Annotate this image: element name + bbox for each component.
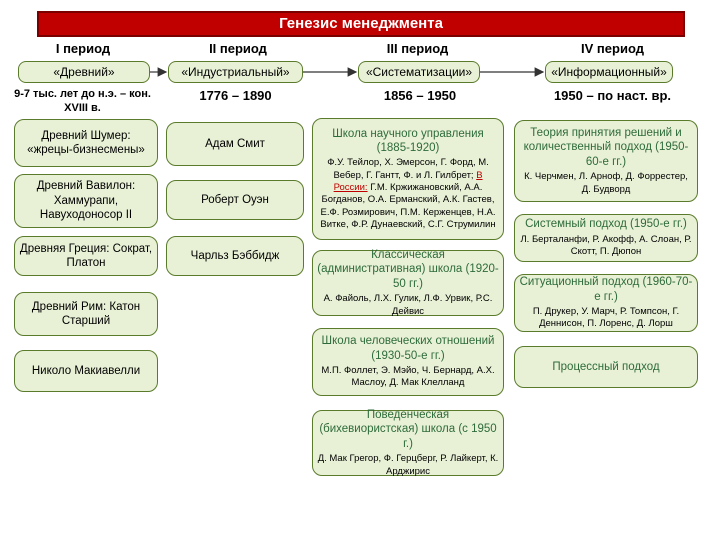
diagram-title: Генезис менеджмента [37, 11, 685, 37]
box-names: Д. Мак Грегор, Ф. Герцберг, Р. Лайкерт, К. Арджирис [317, 453, 499, 477]
box-title: Системный подход (1950-е гг.) [525, 218, 687, 231]
box-title: Школа человеческих отношений (1930-50-е гг.) [321, 335, 495, 362]
box-names: М.П. Фоллет, Э. Мэйо, Ч. Бернард, А.Х. Маслоу, Д. Мак Клелланд [321, 365, 495, 389]
box-title: Ситуационный подход (1960-70-е гг.) [519, 276, 693, 303]
box-names: П. Друкер, У. Марч, Р. Томпсон, Г. Деннисон, П. Лоренс, Д. Лорш [532, 306, 680, 330]
period-3-name: «Систематизации» [358, 61, 480, 83]
period-1-name: «Древний» [18, 61, 150, 83]
period-4-label: IV период [581, 41, 644, 56]
ancient-sumer-box: Древний Шумер: «жрецы-бизнесмены» [14, 119, 158, 167]
names-russia-label: В России: [333, 169, 483, 194]
ancient-babylon-box: Древний Вавилон: Хаммурапи, Навуходоносор II [14, 174, 158, 228]
box-title: Процессный подход [552, 360, 660, 373]
period-4-name: «Информационный» [545, 61, 673, 83]
box-title: Теория принятия решений и количественный подход (1950-60-е гг.) [523, 127, 689, 168]
charles-babbage-box: Чарльз Бэббидж [166, 236, 304, 276]
adam-smith-box: Адам Смит [166, 122, 304, 166]
box-names: К. Черчмен, Л. Арноф, Д. Форрестер, Д. Будворд [524, 171, 688, 195]
robert-owen-box: Роберт Оуэн [166, 180, 304, 220]
box-names: Л. Берталанфи, Р. Акофф, А. Слоан, Р. Скотт, П. Дюпон [520, 233, 692, 258]
period-2-label: II период [209, 41, 267, 56]
period-1-label: I период [55, 41, 111, 56]
box-names: А. Файоль, Л.Х. Гулик, Л.Ф. Урвик, Р.С. Дейвис [323, 293, 493, 317]
ancient-greece-box: Древняя Греция: Сократ, Платон [14, 236, 158, 276]
box-title: Классическая (административная) школа (1920-50 гг.) [317, 249, 499, 290]
period-2-dates: 1776 – 1890 [199, 88, 272, 103]
period-4-dates: 1950 – по наст. вр. [553, 88, 672, 103]
period-3-label: III период [386, 41, 449, 56]
ancient-rome-box: Древний Рим: Катон Старший [14, 292, 158, 336]
machiavelli-box: Николо Макиавелли [14, 350, 158, 392]
names-part-b: Г.М. Кржижановский, А.А. Богданов, О.А. Ерманский, А.К. Гастев, Е.Ф. Розмирович, П.М. Керженцев, Н.А. Витке, Ф.Р. Дунаевский, С.Г. Струмилин [320, 182, 496, 231]
period-3-dates: 1856 – 1950 [383, 88, 457, 103]
box-title: Школа научного управления (1885-1920) [332, 127, 484, 154]
names-part-a: Ф.У. Тейлор, Х. Эмерсон, Г. Форд, М. Вебер, Г. Гантт, Ф. и Л. Гилбрет; [327, 157, 489, 181]
period-1-dates: 9-7 тыс. лет до н.э. – кон. XVIII в. [14, 88, 151, 114]
box-title: Поведенческая (бихевиористская) школа (с 1950 г.) [319, 409, 497, 450]
period-2-name: «Индустриальный» [168, 61, 303, 83]
